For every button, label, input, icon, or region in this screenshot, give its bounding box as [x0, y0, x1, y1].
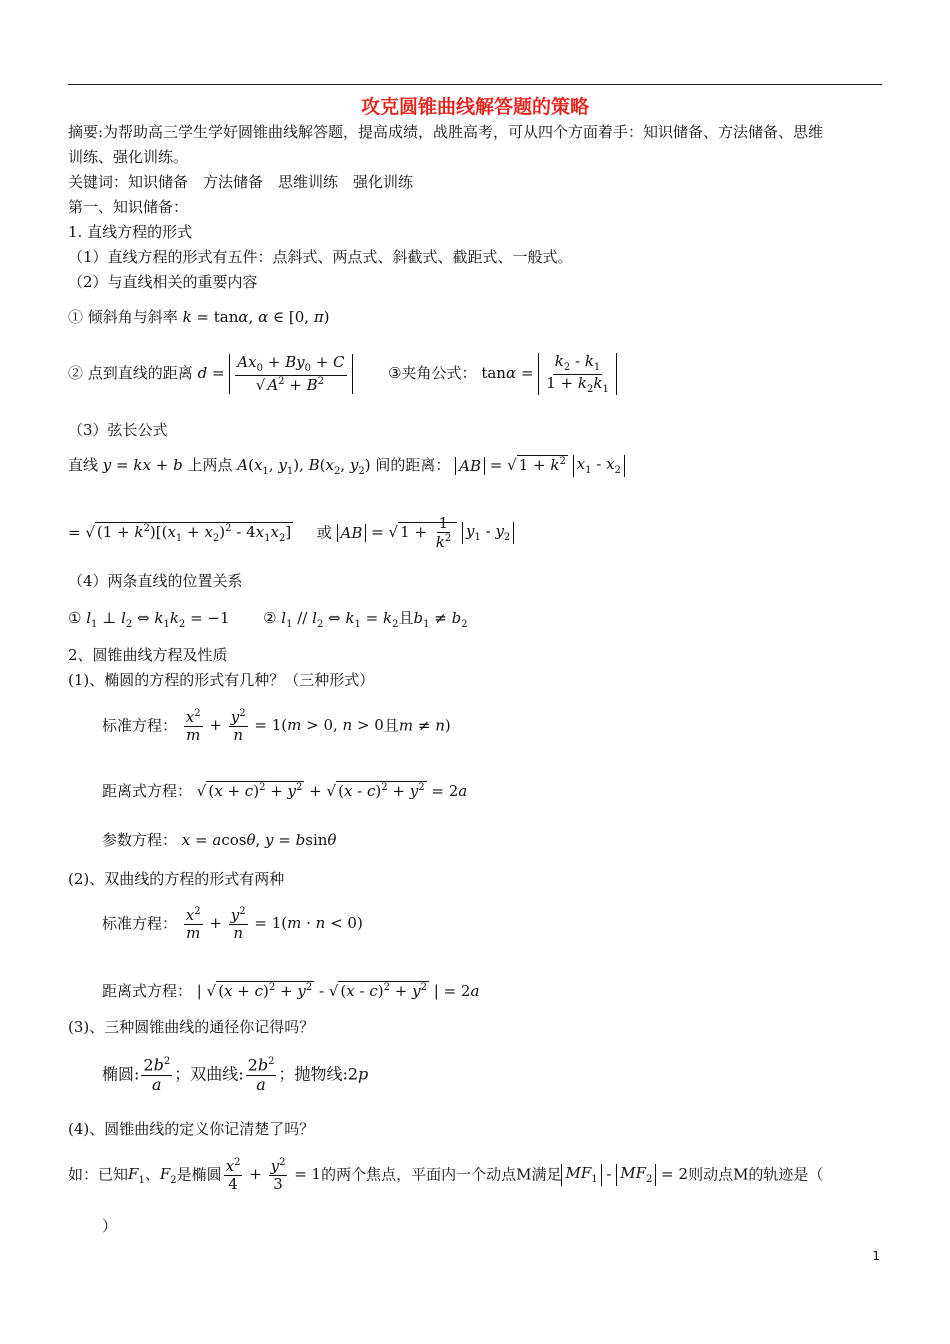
slope-formula-line — [68, 308, 330, 326]
example-tail: 则动点M的轨迹是（ — [688, 1165, 824, 1184]
std-label: 标准方程： — [102, 914, 178, 933]
latus-question: (3)、三种圆锥曲线的通径你记得吗？ — [68, 1018, 315, 1036]
page-title: 攻克圆锥曲线解答题的策略 — [360, 96, 589, 118]
line-relations: ① $l_1$ ⊥ $l_2$ ⇔ $k_1k_2 = -1$ ② $l_1 // l_2$ ⇔ $k_1 = k_2$且$b_1 \ne b_2$ — [68, 609, 468, 630]
section-2-heading: 2、圆锥曲线方程及性质 — [68, 646, 228, 664]
std-label: 标准方程： — [102, 716, 178, 735]
hyperbola-question: (2)、双曲线的方程的形式有两种 — [68, 870, 285, 888]
perpendicular-formula: ① $l_1$ ⊥ $l_2$ ⇔ $k_1k_2 = -1$ — [68, 609, 230, 630]
chord-formula-1: AB = √ $1 + k^2$ $x_1 - x_2$ — [455, 456, 625, 474]
chord-distance-label: 间的距离： — [375, 456, 451, 474]
example-ellipse: $\frac{x^2}{4}$ + $\frac{y^2}{3}$ = 1 — [225, 1157, 322, 1194]
two-points: $A(x_1$, $y_1$), $B(x_2$, $y_2$) — [237, 456, 371, 477]
angle-formula: tanα = $\frac{k_2 - k_1}{1 + k_2k_1}$ — [481, 364, 616, 382]
ellipse-standard-formula: $\frac{x^2}{m}$ + $\frac{y^2}{n}$ = 1(m > 0, n > 0 — [185, 708, 384, 745]
angle-label: ③夹角公式： — [388, 364, 477, 382]
chord-line-1 — [68, 455, 625, 478]
section-1-3: （3）弦长公式 — [68, 421, 168, 439]
parallel-formula: ② $l_1 // l_2$ ⇔ $k_1 = k_2$ — [263, 609, 399, 630]
section-1-heading: 1. 直线方程的形式 — [68, 223, 193, 241]
line-equation: y = kx + b — [102, 456, 183, 474]
hyperbola-distance-formula: | √ $(x + c)^2 + y^2$ - √ $(x - c)^2 + y^2$ | = 2a — [196, 982, 480, 1000]
foci: $F_1$、$F_2$ — [128, 1165, 177, 1187]
hyperbola-latus: $\frac{2b^2}{a}$ — [247, 1055, 275, 1094]
ellipse-latus: $\frac{2b^2}{a}$ — [143, 1055, 171, 1094]
keywords: 关键词：知识储备 方法储备 思维训练 强化训练 — [68, 173, 414, 191]
definition-question: (4)、圆锥曲线的定义你记清楚了吗？ — [68, 1120, 315, 1138]
distance-angle-line — [68, 353, 617, 395]
ellipse-distance — [102, 782, 467, 800]
chord-formula-2: = √ $(1 + k^2)[(x_1 + x_2)^2 - 4x_1x_2]$ — [68, 523, 292, 545]
slope-formula: k = tanα, α ∈ [0, π) — [182, 308, 330, 326]
hyperbola-word: ；双曲线 — [174, 1064, 239, 1084]
distance-formula: d = $\frac{Ax_0 + By_0 + C}{√ A^2 + B^2}$ — [198, 364, 358, 382]
chord-mid: 上两点 — [187, 456, 233, 474]
parabola-latus: :2p — [342, 1064, 369, 1084]
example-mid-2: 的两个焦点，平面内一个动点M满足 — [321, 1165, 562, 1184]
abstract-line-2: 训练、强化训练。 — [68, 148, 189, 166]
page-number: 1 — [872, 1249, 880, 1263]
example-mid-1: 是椭圆 — [176, 1165, 222, 1184]
section-1-4: （4）两条直线的位置关系 — [68, 572, 243, 590]
hyperbola-standard — [102, 906, 363, 943]
parabola-word: ；抛物线 — [278, 1064, 343, 1084]
header-rule — [68, 84, 882, 85]
example-close: ） — [102, 1217, 118, 1235]
example-prefix: 如：已知 — [68, 1165, 129, 1184]
ellipse-question: (1)、椭圆的方程的形式有几种？（三种形式） — [68, 671, 375, 689]
part1-heading: 第一、知识储备： — [68, 198, 189, 216]
ellipse-parametric-formula: x = acosθ, y = bsinθ — [181, 831, 337, 849]
param-label: 参数方程： — [102, 831, 178, 849]
or-label: 或 — [316, 523, 332, 542]
distform-label: 距离式方程： — [102, 782, 193, 800]
section-1-1: （1）直线方程的形式有五件：点斜式、两点式、斜截式、截距式、一般式。 — [68, 248, 573, 266]
distance-label: ② 点到直线的距离 — [68, 364, 193, 382]
ellipse-word: 椭圆 — [102, 1064, 135, 1084]
chord-prefix: 直线 — [68, 456, 99, 474]
chord-line-2 — [68, 515, 514, 552]
and-word: 且 — [383, 716, 399, 735]
hyperbola-standard-formula: $\frac{x^2}{m}$ + $\frac{y^2}{n}$ = 1(m · n < 0) — [185, 906, 363, 943]
example-line — [68, 1157, 823, 1194]
section-1-2: （2）与直线相关的重要内容 — [68, 273, 258, 291]
chord-formula-3: AB = √ 1 + $\frac{1}{k^2}$ $y_1 - y_2$ — [337, 523, 515, 541]
example-condition: $MF_1 - MF_2 = 2$ — [561, 1165, 688, 1183]
distform-label: 距离式方程： — [102, 982, 193, 1000]
abstract-line-1: 摘要:为帮助高三学生学好圆锥曲线解答题，提高成绩，战胜高考，可从四个方面着手：知识储备、方法储备、思维 — [68, 123, 824, 141]
slope-label: ① 倾斜角与斜率 — [68, 308, 178, 326]
ellipse-distance-formula: √ $(x + c)^2 + y^2$ + √ $(x - c)^2 + y^2 = 2a$ — [196, 782, 468, 800]
and-word: 且 — [398, 609, 414, 627]
ellipse-parametric — [102, 831, 336, 849]
latus-rectum-line: 椭圆: $\frac{2b^2}{a}$ ；双曲线: $\frac{2b^2}{a}$ ；抛物线:2p — [102, 1055, 369, 1094]
hyperbola-distance — [102, 982, 479, 1000]
ellipse-standard: 标准方程： $\frac{x^2}{m}$ + $\frac{y^2}{n}$ = 1(m > 0, n > 0且m ≠ n) — [102, 708, 451, 745]
